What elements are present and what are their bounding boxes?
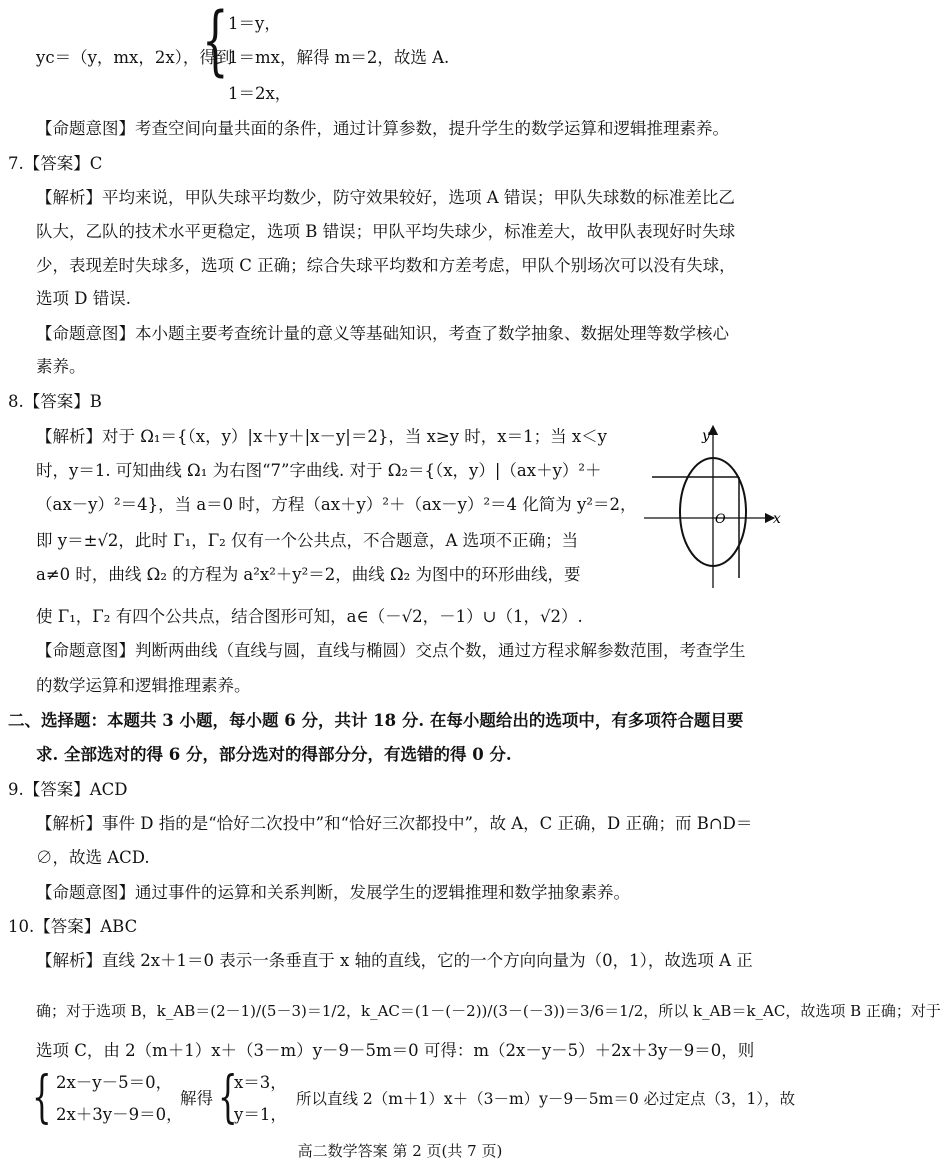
analysis-8-line-1: 【解析】对于 Ω₁＝{（x，y）|x＋y＋|x－y|＝2}，当 x≥y 时，x＝1；当 x＜y bbox=[36, 427, 607, 446]
analysis-10-line-1: 【解析】直线 2x＋1＝0 表示一条垂直于 x 轴的直线，它的一个方向向量为（0，1），故选项 A 正 bbox=[36, 951, 753, 970]
analysis-7-line-4: 选项 D 错误. bbox=[36, 289, 131, 308]
analysis-8-line-2: 时，y＝1. 可知曲线 Ω₁ 为右图“7”字曲线. 对于 Ω₂＝{（x，y）|（ax＋y）²＋ bbox=[36, 461, 602, 480]
analysis-7-line-3: 少，表现差时失球多，选项 C 正确；综合失球平均数和方差考虑，甲队个别场次可以没有失球， bbox=[36, 256, 736, 275]
intent-6: 【命题意图】考查空间向量共面的条件，通过计算参数，提升学生的数学运算和逻辑推理素养。 bbox=[36, 119, 729, 138]
section-2-heading-line-2: 求. 全部选对的得 6 分，部分选对的得部分分，有选错的得 0 分. bbox=[36, 745, 512, 764]
intent-7-line-2: 素养。 bbox=[36, 357, 86, 376]
answer-10: 10.【答案】ABC bbox=[8, 917, 138, 936]
analysis-8-line-6: 使 Γ₁，Γ₂ 有四个公共点，结合图形可知，a∈（－√2，－1）∪（1，√2）. bbox=[36, 607, 583, 626]
x-axis-label: x bbox=[773, 511, 781, 527]
system-brace-3: { bbox=[218, 1065, 238, 1130]
section-2-heading-line-1: 二、选择题：本题共 3 小题，每小题 6 分，共计 18 分. 在每小题给出的选项中，有多项符合题目要 bbox=[8, 711, 744, 730]
analysis-10-line-4: 所以直线 2（m＋1）x＋（3－m）y－9－5m＝0 必过定点（3，1），故 bbox=[296, 1090, 796, 1108]
page-footer: 高二数学答案 第 2 页(共 7 页) bbox=[297, 1142, 503, 1160]
analysis-7-line-2: 队大，乙队的技术水平更稳定，选项 B 错误；甲队平均失球少，标准差大，故甲队表现好时失球 bbox=[36, 222, 736, 241]
analysis-8-line-5: a≠0 时，曲线 Ω₂ 的方程为 a²x²＋y²＝2，曲线 Ω₂ 为图中的环形曲线，要 bbox=[36, 565, 581, 584]
answer-7: 7.【答案】C bbox=[8, 154, 103, 173]
intent-9: 【命题意图】通过事件的运算和关系判断，发展学生的逻辑推理和数学抽象素养。 bbox=[36, 883, 630, 902]
intent-7-line-1: 【命题意图】本小题主要考查统计量的意义等基础知识，考查了数学抽象、数据处理等数学核心 bbox=[36, 324, 729, 343]
origin-label: O bbox=[715, 512, 726, 527]
answer-9: 9.【答案】ACD bbox=[8, 780, 128, 799]
intent-8-line-1: 【命题意图】判断两曲线（直线与圆，直线与椭圆）交点个数，通过方程求解参数范围，考查学生 bbox=[36, 641, 746, 660]
system-10-line-2: 2x＋3y－9＝0， bbox=[56, 1105, 183, 1124]
analysis-10-line-3: 选项 C，由 2（m＋1）x＋（3－m）y－9－5m＝0 可得：m（2x－y－5）＋2x＋3y－9＝0，则 bbox=[36, 1041, 755, 1060]
y-axis-label: y bbox=[702, 428, 710, 444]
system-10-line-1: 2x－y－5＝0， bbox=[56, 1073, 173, 1092]
solution-y: y＝1， bbox=[234, 1105, 287, 1124]
analysis-9-line-2: ∅，故选 ACD. bbox=[36, 848, 150, 867]
answer-8: 8.【答案】B bbox=[8, 392, 102, 411]
analysis-7-line-1: 【解析】平均来说，甲队失球平均数少，防守效果较好，选项 A 错误；甲队失球数的标准差比乙 bbox=[36, 188, 735, 207]
system-line-3: 1＝2x， bbox=[228, 84, 292, 103]
system-line-2: 1＝mx，解得 m＝2，故选 A. bbox=[228, 48, 450, 67]
solution-x: x＝3， bbox=[234, 1073, 287, 1092]
curve-figure bbox=[640, 420, 790, 590]
intent-8-line-2: 的数学运算和逻辑推理素养。 bbox=[36, 676, 251, 695]
analysis-9-line-1: 【解析】事件 D 指的是“恰好二次投中”和“恰好三次都投中”，故 A，C 正确，D 正确；而 B∩D＝ bbox=[36, 814, 753, 833]
analysis-10-line-2: 确；对于选项 B，k_AB＝(2－1)/(5－3)＝1/2，k_AC＝(1－(－2))/(3－(－3))＝3/6＝1/2，所以 k_AB＝k_AC，故选项 B 正确；对于 bbox=[36, 1002, 941, 1020]
solve-label: 解得 bbox=[180, 1089, 213, 1108]
vector-equation: yc＝（y，mx，2x），得到 bbox=[36, 48, 233, 67]
system-brace-2: { bbox=[32, 1065, 52, 1130]
analysis-8-line-3: （ax－y）²＝4}，当 a＝0 时，方程（ax＋y）²＋（ax－y）²＝4 化简为 y²＝2， bbox=[36, 495, 637, 514]
analysis-8-line-4: 即 y＝±√2，此时 Γ₁，Γ₂ 仅有一个公共点，不合题意，A 选项不正确；当 bbox=[36, 531, 579, 550]
system-line-1: 1＝y， bbox=[228, 14, 281, 33]
system-brace-1: { bbox=[202, 0, 229, 84]
